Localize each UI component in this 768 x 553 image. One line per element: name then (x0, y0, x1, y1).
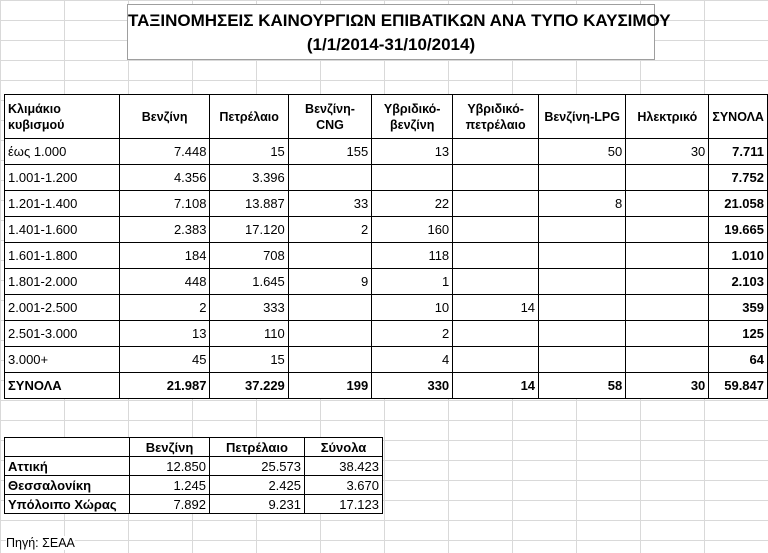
column-header: Βενζίνη-CNG (288, 95, 371, 139)
row-total: 125 (709, 321, 768, 347)
cell (453, 139, 539, 165)
cell (539, 269, 626, 295)
cell: 25.573 (210, 457, 305, 476)
cell: 22 (372, 191, 453, 217)
cell: 33 (288, 191, 371, 217)
cell: 118 (372, 243, 453, 269)
cell (626, 191, 709, 217)
cell: 45 (119, 347, 210, 373)
column-header: Βενζίνη-LPG (539, 95, 626, 139)
row-label: 2.001-2.500 (5, 295, 120, 321)
cell: 1 (372, 269, 453, 295)
region-table (4, 437, 383, 514)
cell: 448 (119, 269, 210, 295)
table-row (5, 321, 768, 347)
cell: 2.383 (119, 217, 210, 243)
cell: 15 (210, 139, 288, 165)
cell: 10 (372, 295, 453, 321)
cell (288, 165, 371, 191)
cell: 155 (288, 139, 371, 165)
source-note: Πηγή: ΣΕΑΑ (6, 536, 75, 550)
cell: 4.356 (119, 165, 210, 191)
cell: 2 (288, 217, 371, 243)
column-header: Βενζίνη (130, 438, 210, 457)
row-label: 1.201-1.400 (5, 191, 120, 217)
title-box (127, 4, 671, 60)
row-total: 21.058 (709, 191, 768, 217)
header-row (5, 95, 768, 139)
cell (453, 191, 539, 217)
title-line-1: ΤΑΞΙΝΟΜΗΣΕΙΣ ΚΑΙΝΟΥΡΓΙΩΝ ΕΠΙΒΑΤΙΚΩΝ ΑΝΑ ΤΥΠΟ ΚΑΥΣΙΜΟΥ (128, 11, 671, 30)
cell (372, 165, 453, 191)
table-row (5, 457, 383, 476)
cell: 2.425 (210, 476, 305, 495)
row-label: 2.501-3.000 (5, 321, 120, 347)
total-cell: 21.987 (119, 373, 210, 399)
row-label: 1.601-1.800 (5, 243, 120, 269)
row-total: 19.665 (709, 217, 768, 243)
title-line-2: (1/1/2014-31/10/2014) (306, 35, 476, 54)
cell: 13 (119, 321, 210, 347)
row-label: έως 1.000 (5, 139, 120, 165)
cell (453, 165, 539, 191)
row-label: Αττική (5, 457, 130, 476)
cell (453, 217, 539, 243)
table-row (5, 217, 768, 243)
cell (539, 321, 626, 347)
row-label: 1.401-1.600 (5, 217, 120, 243)
table-row (5, 295, 768, 321)
total-cell: 330 (372, 373, 453, 399)
total-cell: 37.229 (210, 373, 288, 399)
cell (539, 347, 626, 373)
table-row (5, 495, 383, 514)
cell: 7.108 (119, 191, 210, 217)
cell: 333 (210, 295, 288, 321)
cell (453, 269, 539, 295)
table-row (5, 269, 768, 295)
cell: 30 (626, 139, 709, 165)
cell (288, 347, 371, 373)
row-label: Θεσσαλονίκη (5, 476, 130, 495)
cell (288, 243, 371, 269)
column-header: ΣΥΝΟΛΑ (709, 95, 768, 139)
totals-label: ΣΥΝΟΛΑ (5, 373, 120, 399)
row-label: Υπόλοιπο Χώρας (5, 495, 130, 514)
row-label: 1.001-1.200 (5, 165, 120, 191)
cell (626, 295, 709, 321)
row-total: 359 (709, 295, 768, 321)
cell: 9.231 (210, 495, 305, 514)
cell: 7.892 (130, 495, 210, 514)
fuel-type-table (4, 94, 768, 399)
column-header: Πετρέλαιο (210, 95, 288, 139)
cell (539, 295, 626, 321)
table-row (5, 476, 383, 495)
cell: 38.423 (305, 457, 383, 476)
row-total: 1.010 (709, 243, 768, 269)
table-row (5, 347, 768, 373)
table-row (5, 243, 768, 269)
cell: 13.887 (210, 191, 288, 217)
cell (626, 269, 709, 295)
cell: 1.645 (210, 269, 288, 295)
cell (626, 165, 709, 191)
cell: 12.850 (130, 457, 210, 476)
cell: 3.396 (210, 165, 288, 191)
cell: 4 (372, 347, 453, 373)
cell: 15 (210, 347, 288, 373)
cell (626, 243, 709, 269)
cell: 2 (119, 295, 210, 321)
table-row (5, 191, 768, 217)
cell: 9 (288, 269, 371, 295)
total-cell: 14 (453, 373, 539, 399)
totals-row (5, 373, 768, 399)
row-total: 7.752 (709, 165, 768, 191)
cell: 17.120 (210, 217, 288, 243)
column-header: Σύνολα (305, 438, 383, 457)
row-total: 64 (709, 347, 768, 373)
row-label: 1.801-2.000 (5, 269, 120, 295)
cell: 3.670 (305, 476, 383, 495)
column-header: Υβριδικό-πετρέλαιο (453, 95, 539, 139)
total-cell: 58 (539, 373, 626, 399)
column-header: Ηλεκτρικό (626, 95, 709, 139)
cell (453, 321, 539, 347)
total-cell: 199 (288, 373, 371, 399)
cell: 8 (539, 191, 626, 217)
cell (539, 243, 626, 269)
region-header-row (5, 438, 383, 457)
cell: 14 (453, 295, 539, 321)
row-total: 2.103 (709, 269, 768, 295)
column-header: Πετρέλαιο (210, 438, 305, 457)
cell (626, 321, 709, 347)
cell (539, 217, 626, 243)
cell (288, 321, 371, 347)
grand-total: 59.847 (709, 373, 768, 399)
column-header: Κλιμάκιο κυβισμού (5, 95, 120, 139)
column-header: Βενζίνη (119, 95, 210, 139)
cell: 160 (372, 217, 453, 243)
cell (288, 295, 371, 321)
cell: 17.123 (305, 495, 383, 514)
cell (453, 347, 539, 373)
table-row (5, 165, 768, 191)
cell: 1.245 (130, 476, 210, 495)
cell (539, 165, 626, 191)
cell: 2 (372, 321, 453, 347)
row-label: 3.000+ (5, 347, 120, 373)
cell (453, 243, 539, 269)
cell: 7.448 (119, 139, 210, 165)
column-header (5, 438, 130, 457)
row-total: 7.711 (709, 139, 768, 165)
column-header: Υβριδικό-βενζίνη (372, 95, 453, 139)
cell: 13 (372, 139, 453, 165)
cell: 184 (119, 243, 210, 269)
cell: 50 (539, 139, 626, 165)
cell: 110 (210, 321, 288, 347)
cell (626, 217, 709, 243)
cell (626, 347, 709, 373)
cell: 708 (210, 243, 288, 269)
total-cell: 30 (626, 373, 709, 399)
table-row (5, 139, 768, 165)
